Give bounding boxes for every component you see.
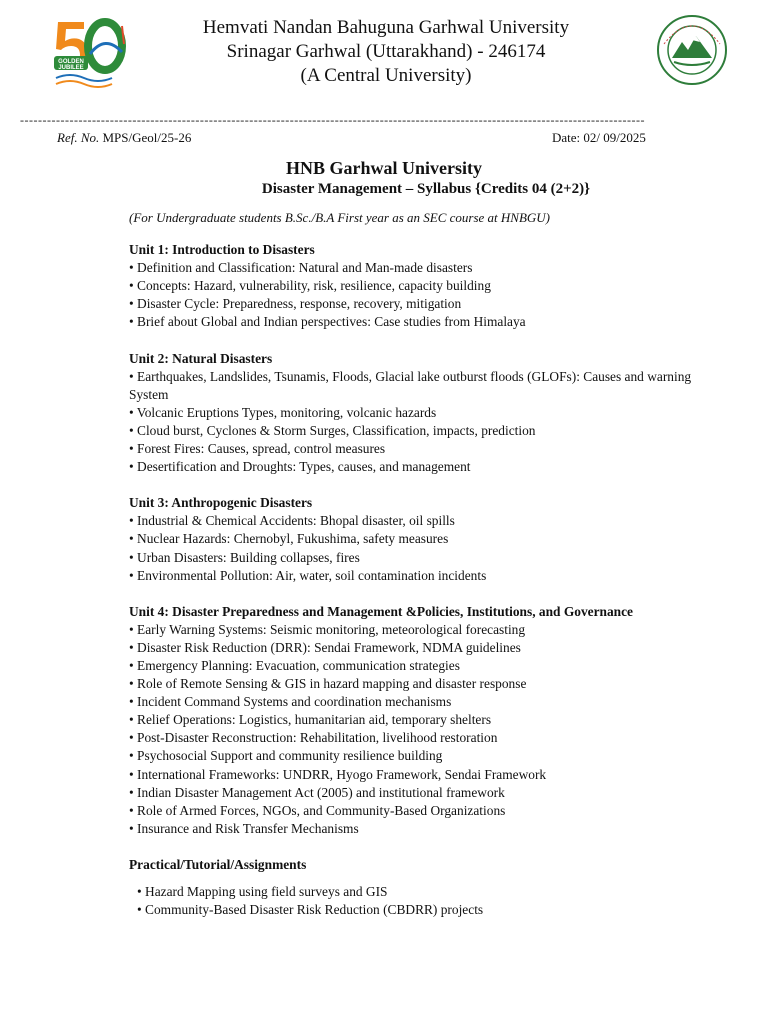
list-item: • Post-Disaster Reconstruction: Rehabilitation, livelihood restoration [129,730,498,746]
practical-section [129,856,719,919]
university-status: (A Central University) [300,65,472,86]
document-title: HNB Garhwal University [286,158,482,178]
university-address: Srinagar Garhwal (Uttarakhand) - 246174 [226,41,546,62]
list-item: • Relief Operations: Logistics, humanitarian aid, temporary shelters [129,712,492,728]
practical-title: Practical/Tutorial/Assignments [129,856,307,872]
list-item: • Disaster Cycle: Preparedness, response, recovery, mitigation [129,296,462,312]
list-item: • Desertification and Droughts: Types, causes, and management [129,459,471,475]
list-item: • Role of Remote Sensing & GIS in hazard mapping and disaster response [129,676,527,692]
unit-3 [129,494,719,584]
date-value: 02/ 09/2025 [583,130,646,145]
ref-number: MPS/Geol/25-26 [102,130,192,145]
list-item: • Industrial & Chemical Accidents: Bhopal disaster, oil spills [129,513,455,529]
practical-list [129,883,719,919]
unit-2 [129,350,719,477]
date-label: Date: [552,130,581,145]
unit-title: Unit 2: Natural Disasters [129,350,273,366]
list-item: • Early Warning Systems: Seismic monitoring, meteorological forecasting [129,621,526,637]
list-item: • Concepts: Hazard, vulnerability, risk, resilience, capacity building [129,278,491,294]
list-item: • Insurance and Risk Transfer Mechanisms [129,820,359,836]
course-note: (For Undergraduate students B.Sc./B.A First year as an SEC course at HNBGU) [129,210,551,225]
university-heading [160,16,612,88]
syllabus-body [129,209,719,937]
list-item: • Environmental Pollution: Air, water, soil contamination incidents [129,567,487,583]
list-item: • Urban Disasters: Building collapses, fires [129,549,360,565]
unit-title: Unit 3: Anthropogenic Disasters [129,495,313,511]
list-item: • Indian Disaster Management Act (2005) and institutional framework [129,784,505,800]
list-item: • Forest Fires: Causes, spread, control measures [129,441,386,457]
ref-label: Ref. No. [57,130,100,145]
unit-1 [129,241,719,331]
header-separator: ------------------------------------------------------------------------------------------------------------------------------------------- [20,113,645,127]
list-item: • Definition and Classification: Natural and Man-made disasters [129,260,473,276]
list-item: • Earthquakes, Landslides, Tsunamis, Floods, Glacial lake outburst floods (GLOFs): Causes and warning System [129,368,692,402]
list-item: • Disaster Risk Reduction (DRR): Sendai Framework, NDMA guidelines [129,639,521,655]
list-item: • Cloud burst, Cyclones & Storm Surges, Classification, impacts, prediction [129,422,536,438]
list-item: • Psychosocial Support and community resilience building [129,748,443,764]
unit-title: Unit 4: Disaster Preparedness and Management &Policies, Institutions, and Governance [129,603,634,619]
list-item: • Brief about Global and Indian perspectives: Case studies from Himalaya [129,314,526,330]
unit-title: Unit 1: Introduction to Disasters [129,242,315,258]
jubilee-text-top: GOLDEN [58,59,84,65]
university-seal-logo [654,14,732,86]
unit-4 [129,603,719,838]
date-field [552,129,646,146]
university-name: Hemvati Nandan Bahuguna Garhwal University [202,17,570,38]
jubilee-text-bottom: JUBILEE [58,65,84,71]
list-item: • Incident Command Systems and coordination mechanisms [129,694,452,710]
letterhead [0,0,768,100]
document-subtitle: Disaster Management – Syllabus {Credits 04 (2+2)} [261,181,591,197]
list-item: • Community-Based Disaster Risk Reduction (CBDRR) projects [137,902,484,918]
list-item: • International Frameworks: UNDRR, Hyogo Framework, Sendai Framework [129,766,547,782]
list-item: • Emergency Planning: Evacuation, communication strategies [129,657,460,673]
list-item: • Volcanic Eruptions Types, monitoring, volcanic hazards [129,404,437,420]
reference-row [57,129,697,146]
list-item: • Role of Armed Forces, NGOs, and Community-Based Organizations [129,802,506,818]
list-item: • Nuclear Hazards: Chernobyl, Fukushima, safety measures [129,531,449,547]
golden-jubilee-logo [50,14,140,90]
list-item: • Hazard Mapping using field surveys and GIS [137,884,388,899]
